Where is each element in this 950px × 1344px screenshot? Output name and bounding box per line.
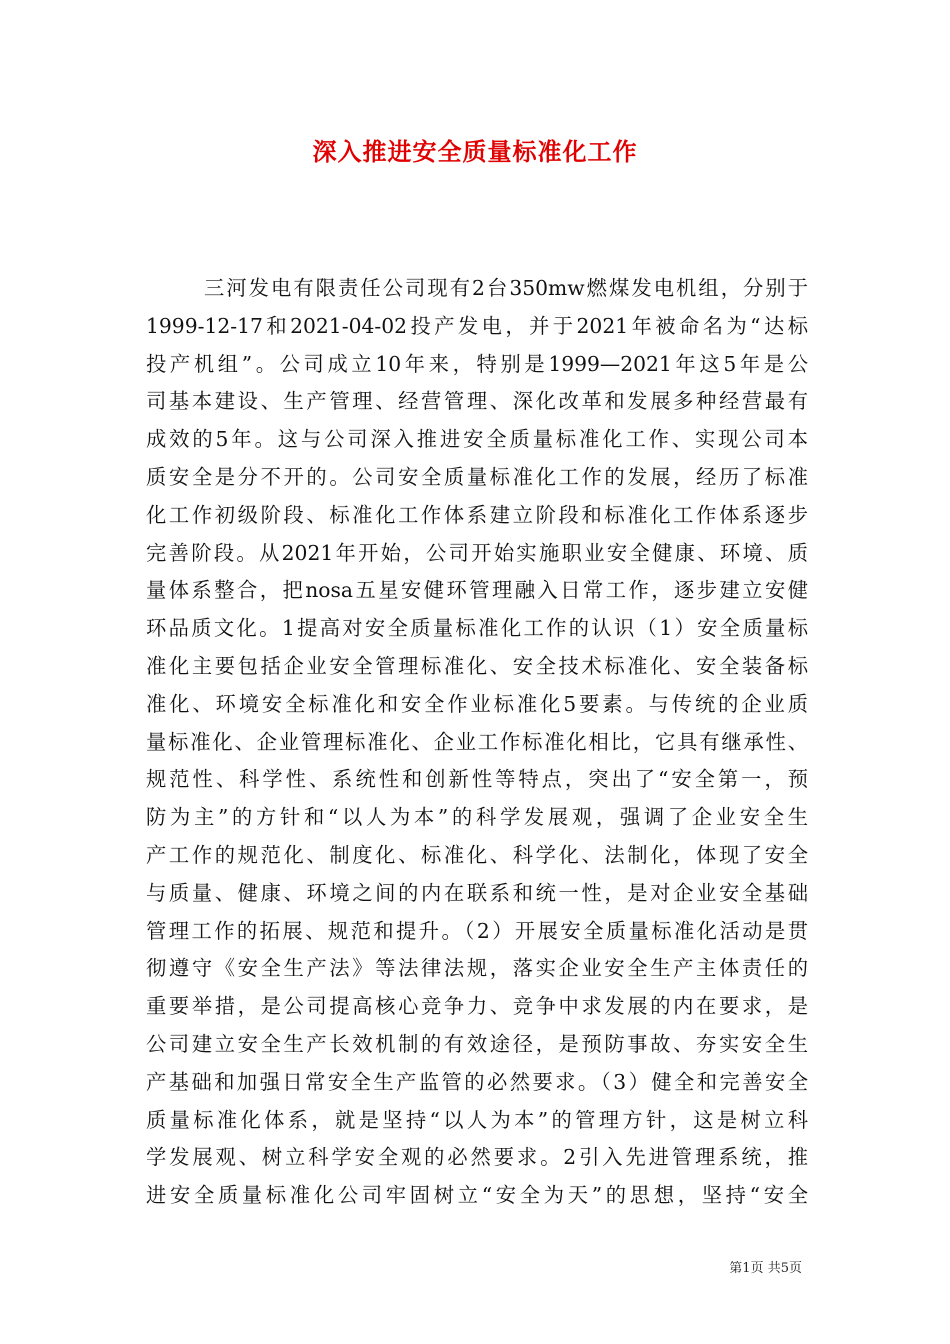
body-line: 公司建立安全生产长效机制的有效途径，是预防事故、夯实安全生: [146, 1031, 808, 1056]
body-line: 防为主”的方针和“以人为本”的科学发展观，强调了企业安全生: [146, 805, 808, 830]
body-line: 准化、环境安全标准化和安全作业标准化5要素。与传统的企业质: [146, 691, 808, 716]
footer-total-pages: 5: [780, 1261, 789, 1276]
body-line: 成效的5年。这与公司深入推进安全质量标准化工作、实现公司本: [146, 427, 808, 452]
body-line: 重要举措，是公司提高核心竞争力、竞争中求发展的内在要求，是: [146, 994, 808, 1019]
body-line: 产工作的规范化、制度化、标准化、科学化、法制化，体现了安全: [146, 842, 808, 867]
body-line: 三河发电有限责任公司现有2台350mw燃煤发电机组，分别于: [204, 276, 808, 300]
body-line: 完善阶段。从2021年开始，公司开始实施职业安全健康、环境、质: [146, 540, 808, 565]
footer-prefix: 第: [729, 1261, 743, 1276]
body-line: 投产机组”。公司成立10年来，特别是1999—2021年这5年是公: [146, 351, 808, 376]
page-footer: [729, 1257, 802, 1276]
body-line: 学发展观、树立科学安全观的必然要求。2引入先进管理系统，推: [146, 1145, 808, 1170]
body-line: 彻遵守《安全生产法》等法律法规，落实企业安全生产主体责任的: [146, 956, 808, 981]
body-line: 质安全是分不开的。公司安全质量标准化工作的发展，经历了标准: [146, 464, 808, 489]
document-body: [146, 270, 808, 1220]
body-line: 环品质文化。1提高对安全质量标准化工作的认识（1）安全质量标: [146, 616, 808, 641]
body-line: 准化主要包括企业安全管理标准化、安全技术标准化、安全装备标: [146, 653, 808, 678]
body-line: 规范性、科学性、系统性和创新性等特点，突出了“安全第一，预: [146, 767, 808, 792]
body-line: 司基本建设、生产管理、经营管理、深化改革和发展多种经营最有: [146, 389, 808, 414]
body-line: 管理工作的拓展、规范和提升。（2）开展安全质量标准化活动是贯: [146, 918, 808, 943]
footer-current-page: 1: [742, 1261, 751, 1276]
footer-middle: 页 共: [750, 1261, 781, 1276]
footer-suffix: 页: [788, 1261, 802, 1276]
body-line: 量体系整合，把nosa五星安健环管理融入日常工作，逐步建立安健: [146, 578, 808, 603]
body-line: 质量标准化体系，就是坚持“以人为本”的管理方针，这是树立科: [146, 1107, 808, 1132]
body-line: 进安全质量标准化公司牢固树立“安全为天”的思想，坚持“安全: [146, 1183, 808, 1208]
body-line: 化工作初级阶段、标准化工作体系建立阶段和标准化工作体系逐步: [146, 502, 808, 527]
body-line: 与质量、健康、环境之间的内在联系和统一性，是对企业安全基础: [146, 880, 808, 905]
body-line: 产基础和加强日常安全生产监管的必然要求。（3）健全和完善安全: [146, 1069, 808, 1094]
body-line: 1999-12-17和2021-04-02投产发电，并于2021年被命名为“达标: [146, 313, 808, 338]
body-line: 量标准化、企业管理标准化、企业工作标准化相比，它具有继承性、: [146, 729, 808, 754]
document-title: 深入推进安全质量标准化工作: [312, 138, 638, 166]
